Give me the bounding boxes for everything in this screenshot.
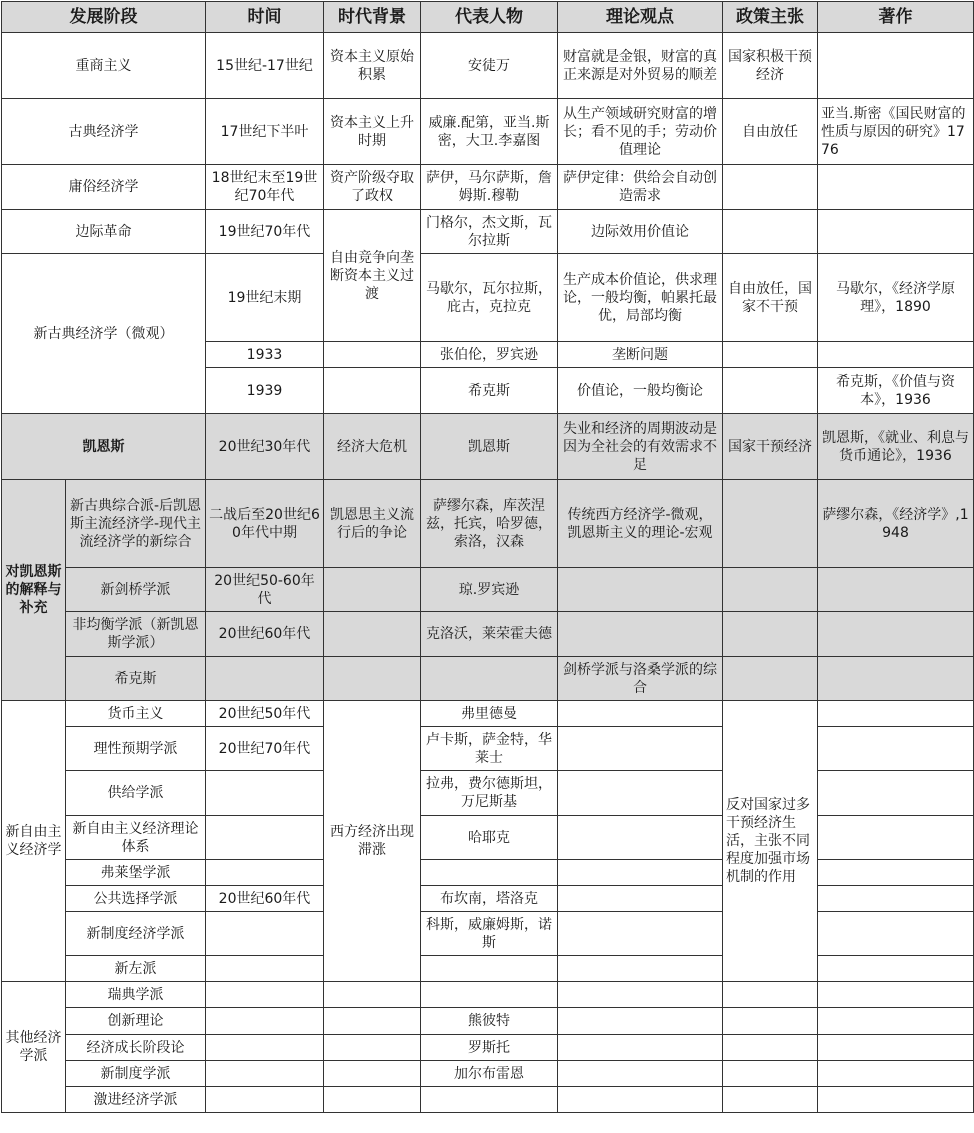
table-row (2, 727, 974, 771)
theory-cell (558, 860, 723, 886)
school-cell: 公共选择学派 (66, 886, 206, 912)
background-cell: 资本主义上升时期 (324, 99, 421, 165)
policy-cell (723, 568, 818, 612)
policy-cell (723, 165, 818, 210)
table-row (2, 1035, 974, 1061)
time-cell: 20世纪60年代 (206, 886, 324, 912)
background-cell: 西方经济出现滞涨 (324, 701, 421, 982)
policy-cell (723, 1061, 818, 1087)
theory-cell: 边际效用价值论 (558, 210, 723, 254)
figures-cell: 熊彼特 (421, 1008, 558, 1035)
theory-cell (558, 771, 723, 816)
works-cell: 萨缪尔森，《经济学》,1948 (818, 480, 974, 568)
theory-cell: 从生产领域研究财富的增长；看不见的手；劳动价值理论 (558, 99, 723, 165)
time-cell: 18世纪末至19世纪70年代 (206, 165, 324, 210)
time-cell: 15世纪-17世纪 (206, 33, 324, 99)
theory-cell: 价值论，一般均衡论 (558, 368, 723, 414)
works-cell: 亚当.斯密《国民财富的性质与原因的研究》1776 (818, 99, 974, 165)
background-cell: 经济大危机 (324, 414, 421, 480)
policy-cell (723, 657, 818, 701)
table-row (2, 860, 974, 886)
figures-cell: 弗里德曼 (421, 701, 558, 727)
background-cell (324, 1087, 421, 1113)
theory-cell: 失业和经济的周期波动是因为全社会的有效需求不足 (558, 414, 723, 480)
school-cell: 瑞典学派 (66, 982, 206, 1008)
works-cell (818, 210, 974, 254)
background-cell: 资本主义原始积累 (324, 33, 421, 99)
time-cell (206, 771, 324, 816)
figures-cell: 萨缪尔森，库茨涅兹，托宾，哈罗德，索洛，汉森 (421, 480, 558, 568)
policy-cell (723, 1035, 818, 1061)
theory-cell (558, 568, 723, 612)
works-cell (818, 657, 974, 701)
background-cell (324, 657, 421, 701)
table-row (2, 1087, 974, 1113)
background-cell (324, 982, 421, 1008)
works-cell (818, 1061, 974, 1087)
theory-cell (558, 1087, 723, 1113)
group-cell: 其他经济学派 (2, 982, 66, 1113)
school-cell: 理性预期学派 (66, 727, 206, 771)
table-row (2, 956, 974, 982)
theory-cell: 生产成本价值论，供求理论，一般均衡，帕累托最优，局部均衡 (558, 254, 723, 342)
policy-cell (723, 1008, 818, 1035)
works-cell (818, 568, 974, 612)
works-cell (818, 165, 974, 210)
time-cell: 20世纪30年代 (206, 414, 324, 480)
theory-cell: 财富就是金银，财富的真正来源是对外贸易的顺差 (558, 33, 723, 99)
works-cell (818, 1008, 974, 1035)
figures-cell: 马歇尔，瓦尔拉斯，庇古，克拉克 (421, 254, 558, 342)
time-cell (206, 1061, 324, 1087)
works-cell (818, 342, 974, 368)
header-policy: 政策主张 (723, 2, 818, 33)
figures-cell: 张伯伦，罗宾逊 (421, 342, 558, 368)
time-cell: 20世纪50-60年代 (206, 568, 324, 612)
table-row (2, 1061, 974, 1087)
background-cell: 资产阶级夺取了政权 (324, 165, 421, 210)
policy-cell: 自由放任 (723, 99, 818, 165)
theory-cell (558, 1061, 723, 1087)
works-cell (818, 1035, 974, 1061)
policy-cell (723, 1087, 818, 1113)
table-row (2, 771, 974, 816)
time-cell: 二战后至20世纪60年代中期 (206, 480, 324, 568)
works-cell: 马歇尔，《经济学原理》，1890 (818, 254, 974, 342)
figures-cell: 卢卡斯，萨金特，华莱士 (421, 727, 558, 771)
background-cell (324, 612, 421, 657)
figures-cell (421, 982, 558, 1008)
figures-cell: 门格尔，杰文斯，瓦尔拉斯 (421, 210, 558, 254)
figures-cell: 威廉.配第，亚当.斯密，大卫.李嘉图 (421, 99, 558, 165)
figures-cell: 加尔布雷恩 (421, 1061, 558, 1087)
school-cell: 创新理论 (66, 1008, 206, 1035)
figures-cell: 克洛沃，莱荣霍夫德 (421, 612, 558, 657)
background-cell (324, 568, 421, 612)
policy-cell (723, 210, 818, 254)
theory-cell (558, 982, 723, 1008)
works-cell (818, 912, 974, 956)
works-cell (818, 860, 974, 886)
figures-cell: 哈耶克 (421, 816, 558, 860)
school-cell: 供给学派 (66, 771, 206, 816)
policy-cell (723, 612, 818, 657)
background-cell (324, 342, 421, 368)
stage-cell: 新古典经济学（微观） (2, 254, 206, 414)
header-works: 著作 (818, 2, 974, 33)
works-cell: 凯恩斯，《就业、利息与货币通论》，1936 (818, 414, 974, 480)
policy-cell (723, 982, 818, 1008)
background-cell (324, 1061, 421, 1087)
theory-cell (558, 956, 723, 982)
policy-cell (723, 368, 818, 414)
school-cell: 新自由主义经济理论体系 (66, 816, 206, 860)
header-row (2, 2, 974, 33)
figures-cell (421, 860, 558, 886)
table-row (2, 1008, 974, 1035)
school-cell: 新制度学派 (66, 1061, 206, 1087)
table-row (2, 254, 974, 342)
figures-cell: 罗斯托 (421, 1035, 558, 1061)
works-cell (818, 612, 974, 657)
table-row (2, 568, 974, 612)
time-cell (206, 657, 324, 701)
figures-cell: 布坎南，塔洛克 (421, 886, 558, 912)
school-cell: 新制度经济学派 (66, 912, 206, 956)
background-cell (324, 1008, 421, 1035)
works-cell: 希克斯，《价值与资本》，1936 (818, 368, 974, 414)
header-background: 时代背景 (324, 2, 421, 33)
time-cell (206, 982, 324, 1008)
works-cell (818, 1087, 974, 1113)
school-cell: 非均衡学派（新凯恩斯学派） (66, 612, 206, 657)
time-cell: 19世纪70年代 (206, 210, 324, 254)
theory-cell (558, 816, 723, 860)
table-row (2, 165, 974, 210)
time-cell (206, 1087, 324, 1113)
table-row (2, 701, 974, 727)
figures-cell: 凯恩斯 (421, 414, 558, 480)
stage-cell: 重商主义 (2, 33, 206, 99)
policy-cell: 国家积极干预经济 (723, 33, 818, 99)
table-row (2, 886, 974, 912)
policy-cell: 自由放任，国家不干预 (723, 254, 818, 342)
table-row (2, 33, 974, 99)
theory-cell (558, 727, 723, 771)
policy-cell (723, 342, 818, 368)
school-cell: 新左派 (66, 956, 206, 982)
group-cell: 新自由主义经济学 (2, 701, 66, 982)
time-cell: 1939 (206, 368, 324, 414)
figures-cell: 拉弗，费尔德斯坦，万尼斯基 (421, 771, 558, 816)
works-cell (818, 701, 974, 727)
header-stage: 发展阶段 (2, 2, 206, 33)
header-time: 时间 (206, 2, 324, 33)
table-row (2, 912, 974, 956)
time-cell: 1933 (206, 342, 324, 368)
school-cell: 经济成长阶段论 (66, 1035, 206, 1061)
time-cell: 20世纪50年代 (206, 701, 324, 727)
table-row (2, 612, 974, 657)
works-cell (818, 886, 974, 912)
theory-cell (558, 612, 723, 657)
time-cell: 20世纪60年代 (206, 612, 324, 657)
policy-cell: 国家干预经济 (723, 414, 818, 480)
table-row (2, 480, 974, 568)
school-cell: 新剑桥学派 (66, 568, 206, 612)
school-cell: 希克斯 (66, 657, 206, 701)
theory-cell (558, 912, 723, 956)
table-row (2, 210, 974, 254)
background-cell (324, 1035, 421, 1061)
theory-cell: 垄断问题 (558, 342, 723, 368)
stage-cell: 庸俗经济学 (2, 165, 206, 210)
works-cell (818, 982, 974, 1008)
time-cell (206, 912, 324, 956)
table-row (2, 657, 974, 701)
time-cell: 17世纪下半叶 (206, 99, 324, 165)
economics-schools-table (1, 1, 974, 1113)
background-cell: 凯恩思主义流行后的争论 (324, 480, 421, 568)
time-cell (206, 1008, 324, 1035)
works-cell (818, 727, 974, 771)
background-cell: 自由竞争向垄断资本主义过渡 (324, 210, 421, 342)
figures-cell (421, 1087, 558, 1113)
theory-cell (558, 1008, 723, 1035)
stage-cell: 凯恩斯 (2, 414, 206, 480)
works-cell (818, 771, 974, 816)
background-cell (324, 368, 421, 414)
time-cell (206, 956, 324, 982)
table-row (2, 414, 974, 480)
figures-cell (421, 956, 558, 982)
theory-cell: 剑桥学派与洛桑学派的综合 (558, 657, 723, 701)
stage-cell: 边际革命 (2, 210, 206, 254)
figures-cell: 安徒万 (421, 33, 558, 99)
time-cell (206, 816, 324, 860)
theory-cell (558, 1035, 723, 1061)
school-cell: 弗莱堡学派 (66, 860, 206, 886)
time-cell: 19世纪末期 (206, 254, 324, 342)
table-row (2, 816, 974, 860)
header-theory: 理论观点 (558, 2, 723, 33)
works-cell (818, 816, 974, 860)
figures-cell: 科斯，威廉姆斯，诺斯 (421, 912, 558, 956)
figures-cell: 琼.罗宾逊 (421, 568, 558, 612)
school-cell: 新古典综合派-后凯恩斯主流经济学-现代主流经济学的新综合 (66, 480, 206, 568)
figures-cell (421, 657, 558, 701)
time-cell: 20世纪70年代 (206, 727, 324, 771)
school-cell: 激进经济学派 (66, 1087, 206, 1113)
theory-cell: 萨伊定律：供给会自动创造需求 (558, 165, 723, 210)
table-row (2, 99, 974, 165)
table-row (2, 982, 974, 1008)
school-cell: 货币主义 (66, 701, 206, 727)
group-cell: 对凯恩斯的解释与补充 (2, 480, 66, 701)
time-cell (206, 860, 324, 886)
figures-cell: 萨伊，马尔萨斯，詹姆斯.穆勒 (421, 165, 558, 210)
theory-cell (558, 701, 723, 727)
figures-cell: 希克斯 (421, 368, 558, 414)
theory-cell: 传统西方经济学-微观，凯恩斯主义的理论-宏观 (558, 480, 723, 568)
works-cell (818, 956, 974, 982)
time-cell (206, 1035, 324, 1061)
header-figures: 代表人物 (421, 2, 558, 33)
policy-cell (723, 480, 818, 568)
policy-cell: 反对国家过多干预经济生活，主张不同程度加强市场机制的作用 (723, 701, 818, 982)
theory-cell (558, 886, 723, 912)
works-cell (818, 33, 974, 99)
stage-cell: 古典经济学 (2, 99, 206, 165)
